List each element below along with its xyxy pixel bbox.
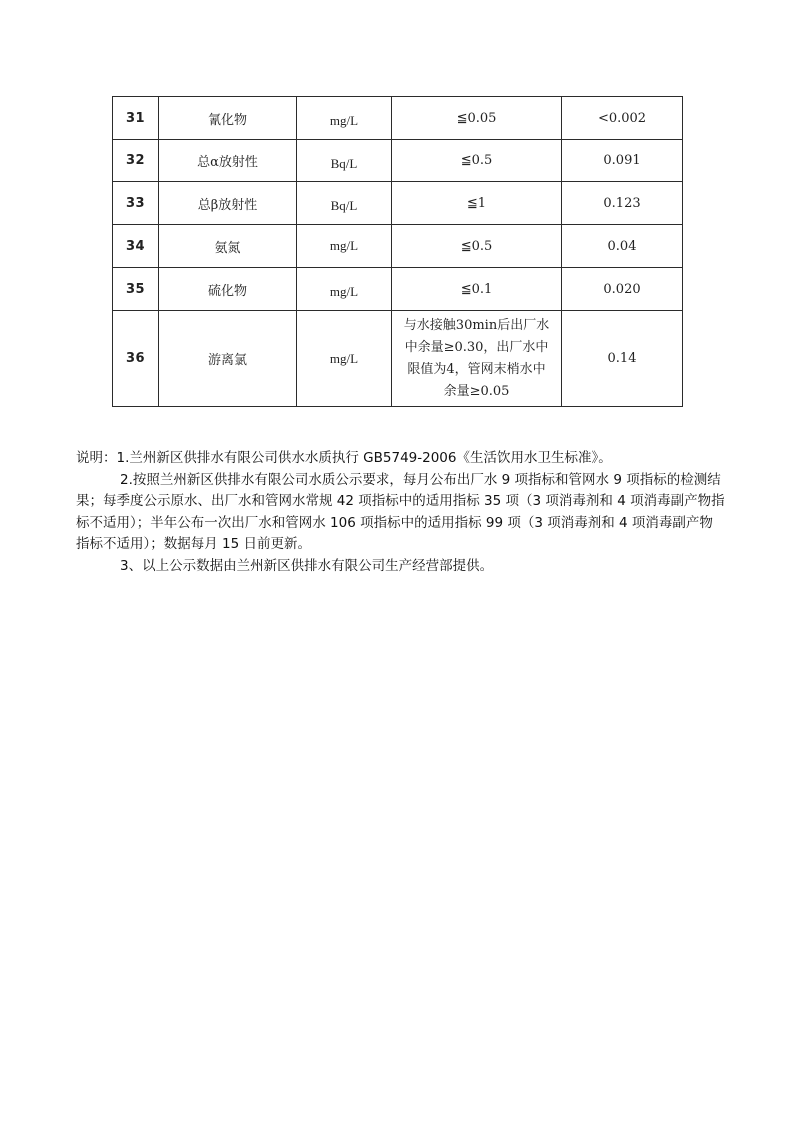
indicator-name: 游离氯 (159, 311, 297, 407)
water-quality-table (112, 96, 683, 407)
limit-value: ≦0.05 (392, 97, 562, 140)
limit-line: 限值为4，管网末梢水中 (407, 361, 546, 377)
row-number: 36 (113, 311, 159, 407)
limit-line: 与水接触30min后出厂水 (403, 317, 550, 333)
limit-value: ≦0.5 (392, 140, 562, 182)
table-row (113, 182, 683, 225)
note-2: 2.按照兰州新区供排水有限公司水质公示要求，每月公布出厂水 9 项指标和管网水 9 项指标的检测结果；每季度公示原水、出厂水和管网水常规 42 项指标中的适用指标 35 项（3 项消毒剂和 4 项消毒副产物指标不适用）；半年公布一次出厂水和管网水 106 项指标中的适用指标 99 项（3 项消毒剂和 4 项消毒副产物指标不适用）；数据每月 15 日前更新。 (76, 471, 725, 552)
limit-line: 中余量≥0.30，出厂水中 (404, 339, 549, 355)
measured-value: 0.14 (562, 311, 683, 407)
unit: mg/L (297, 311, 392, 407)
note-1: 说明：1.兰州新区供排水有限公司供水水质执行 GB5749-2006《生活饮用水卫生标准》。 (76, 450, 612, 466)
unit: Bq/L (297, 182, 392, 225)
row-number: 33 (113, 182, 159, 225)
limit-line: 余量≥0.05 (443, 383, 510, 399)
row-number: 32 (113, 140, 159, 182)
unit: mg/L (297, 97, 392, 140)
indicator-name: 氨氮 (159, 225, 297, 268)
limit-value: ≦1 (392, 182, 562, 225)
table-row (113, 97, 683, 140)
unit: mg/L (297, 268, 392, 311)
table-row (113, 140, 683, 182)
limit-value: ≦0.1 (392, 268, 562, 311)
limit-value (392, 311, 562, 407)
table-row (113, 225, 683, 268)
measured-value: 0.123 (562, 182, 683, 225)
row-number: 31 (113, 97, 159, 140)
indicator-name: 总β放射性 (159, 182, 297, 225)
unit: mg/L (297, 225, 392, 268)
measured-value: 0.04 (562, 225, 683, 268)
table-row (113, 311, 683, 407)
limit-value: ≦0.5 (392, 225, 562, 268)
table-row (113, 268, 683, 311)
unit: Bq/L (297, 140, 392, 182)
indicator-name: 总α放射性 (159, 140, 297, 182)
row-number: 35 (113, 268, 159, 311)
indicator-name: 硫化物 (159, 268, 297, 311)
measured-value: 0.091 (562, 140, 683, 182)
note-3: 3、以上公示数据由兰州新区供排水有限公司生产经营部提供。 (120, 557, 494, 574)
row-number: 34 (113, 225, 159, 268)
measured-value: 0.020 (562, 268, 683, 311)
notes-section (76, 448, 726, 577)
indicator-name: 氰化物 (159, 97, 297, 140)
measured-value: <0.002 (562, 97, 683, 140)
